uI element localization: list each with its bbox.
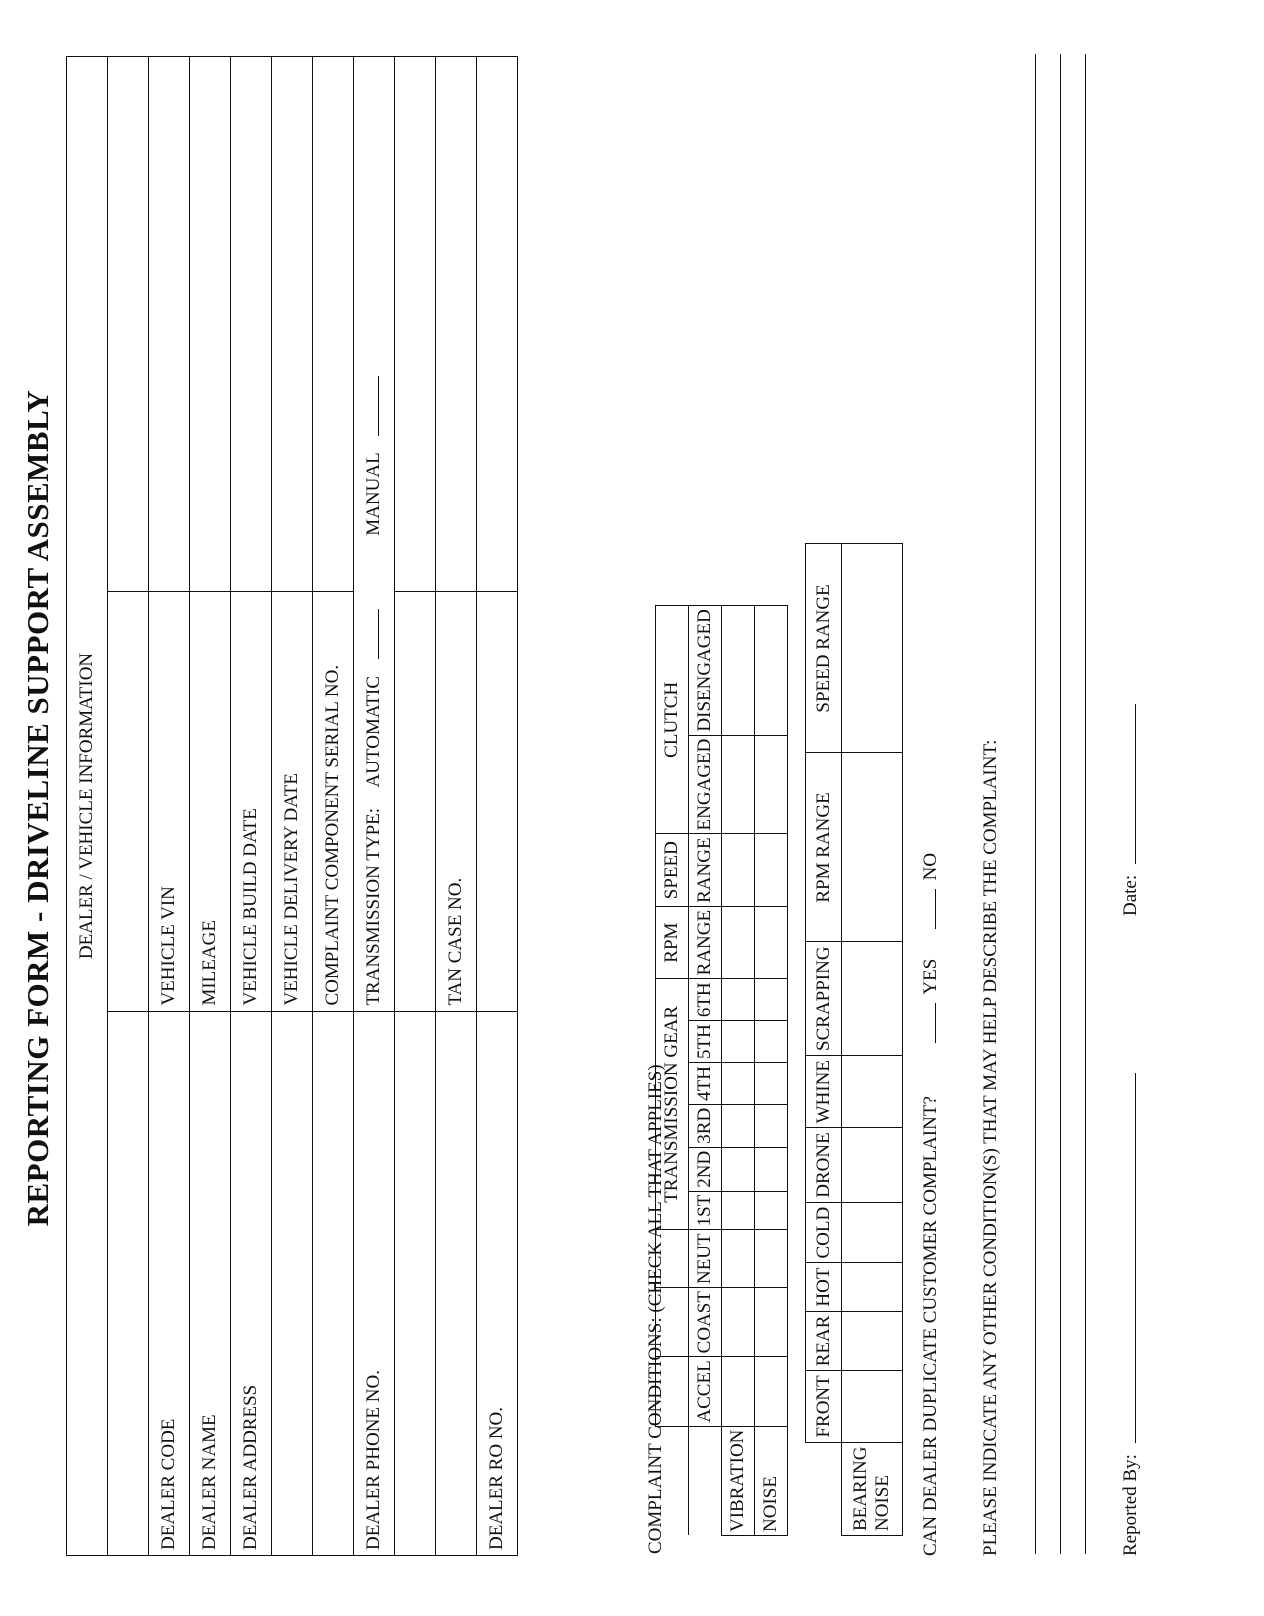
manual-label: MANUAL [363,453,384,536]
dealer-ro-label: DEALER RO NO. [477,1011,518,1555]
checkbox-cell[interactable] [722,1063,755,1105]
group-rpm: RPM [656,906,689,978]
reported-by-line[interactable] [1135,1073,1136,1443]
checkbox-cell[interactable] [842,1056,903,1128]
build-date-label: VEHICLE BUILD DATE [231,591,272,1011]
condition-table [655,605,788,1536]
empty-cell [108,1011,149,1555]
delivery-date-label: VEHICLE DELIVERY DATE [272,591,313,1011]
checkbox-cell[interactable] [722,1147,755,1191]
dealer-address-label: DEALER ADDRESS [231,1011,272,1555]
column-header: 4TH [689,1063,722,1105]
column-header: 2ND [689,1147,722,1191]
corner-cell [689,1426,722,1535]
checkbox-cell[interactable] [842,1371,903,1442]
column-header: COAST [689,1288,722,1357]
checkbox-cell[interactable] [722,1357,755,1426]
checkbox-cell[interactable] [755,834,788,906]
vehicle-vin-label: VEHICLE VIN [149,591,190,1011]
empty-cell [477,591,518,1011]
group-transmission-gear: TRANSMISSION GEAR [656,979,689,1230]
corner-cell [806,1442,842,1535]
mileage-label: MILEAGE [190,591,231,1011]
build-date-field[interactable] [231,57,272,592]
checkbox-cell[interactable] [755,979,788,1021]
checkbox-cell[interactable] [755,606,788,735]
dealer-phone-field[interactable] [395,1011,436,1555]
checkbox-cell[interactable] [755,1147,788,1191]
checkbox-cell[interactable] [722,735,755,834]
complaint-conditions-label: COMPLAINT CONDITIONS: (CHECK ALL THAT APPLIES) [645,1064,666,1554]
row-label-vibration: VIBRATION [722,1426,755,1535]
column-header: REAR [806,1311,842,1371]
bearing-table [805,543,903,1536]
checkbox-cell[interactable] [722,1021,755,1063]
empty-cell [108,57,149,592]
checkbox-cell[interactable] [755,1230,788,1288]
column-header: ENGAGED [689,735,722,834]
column-header: FRONT [806,1371,842,1442]
checkbox-cell[interactable] [722,606,755,735]
component-serial-field[interactable] [313,57,354,592]
column-header: HOT [806,1263,842,1311]
column-header: RANGE [689,834,722,906]
tan-case-field[interactable] [436,57,477,592]
checkbox-cell[interactable] [755,1288,788,1357]
answer-line[interactable] [1060,54,1061,1554]
delivery-date-field[interactable] [272,57,313,592]
checkbox-cell[interactable] [755,1063,788,1105]
checkbox-cell[interactable] [722,1288,755,1357]
dealer-vehicle-header: DEALER / VEHICLE INFORMATION [67,57,108,1556]
vehicle-vin-field[interactable] [149,57,190,592]
checkbox-cell[interactable] [755,1104,788,1147]
row-label-bearing-noise [842,1442,903,1535]
checkbox-cell[interactable] [722,1191,755,1230]
date-row [1120,704,1142,916]
reported-by-row [1120,1073,1142,1556]
column-header: RPM RANGE [806,753,842,942]
mileage-field[interactable] [190,57,231,592]
transmission-type-label: TRANSMISSION TYPE: [363,807,384,1006]
duplicate-question: CAN DEALER DUPLICATE CUSTOMER COMPLAINT? [920,1096,941,1556]
column-header: NEUT [689,1230,722,1288]
automatic-label: AUTOMATIC [363,675,384,788]
column-header: WHINE [806,1056,842,1128]
yes-label: YES [920,958,941,995]
group-blank-cell [656,1230,689,1288]
dealer-name-label: DEALER NAME [190,1011,231,1555]
answer-line[interactable] [1035,54,1036,1554]
manual-blank[interactable] [378,376,379,436]
bearing-label: BEARING [850,1446,871,1531]
checkbox-cell[interactable] [842,1202,903,1263]
checkbox-cell[interactable] [842,753,903,942]
checkbox-cell[interactable] [755,735,788,834]
no-label: NO [920,852,941,881]
checkbox-cell[interactable] [722,1104,755,1147]
date-line[interactable] [1135,704,1136,864]
automatic-blank[interactable] [378,609,379,659]
checkbox-cell[interactable] [755,1357,788,1426]
checkbox-cell[interactable] [842,1128,903,1202]
tan-case-label: TAN CASE NO. [436,591,477,1011]
checkbox-cell[interactable] [755,906,788,978]
checkbox-cell[interactable] [842,544,903,753]
column-header: DISENGAGED [689,606,722,735]
yes-blank[interactable] [935,1003,936,1043]
column-header: COLD [806,1202,842,1263]
empty-cell [477,57,518,592]
reported-by-label: Reported By: [1120,1454,1141,1556]
dealer-phone-label: DEALER PHONE NO. [354,1011,395,1555]
dealer-address-field[interactable] [272,1011,313,1555]
empty-cell [395,57,436,592]
corner-cell [656,1426,689,1535]
row-label-noise: NOISE [755,1426,788,1535]
checkbox-cell[interactable] [842,1263,903,1311]
empty-cell [395,591,436,1011]
date-label: Date: [1120,874,1141,916]
column-header: SPEED RANGE [806,544,842,753]
checkbox-cell[interactable] [842,942,903,1056]
empty-cell [436,1011,477,1555]
dealer-address-field[interactable] [313,1011,354,1555]
checkbox-cell[interactable] [722,979,755,1021]
group-speed: SPEED [656,834,689,906]
checkbox-cell[interactable] [755,1191,788,1230]
checkbox-cell[interactable] [722,1230,755,1288]
answer-line[interactable] [1085,54,1086,1554]
checkbox-cell[interactable] [842,1311,903,1371]
column-header: ACCEL [689,1357,722,1426]
checkbox-cell[interactable] [722,834,755,906]
column-header: 3RD [689,1104,722,1147]
checkbox-cell[interactable] [722,906,755,978]
dealer-code-label: DEALER CODE [149,1011,190,1555]
other-conditions-prompt: PLEASE INDICATE ANY OTHER CONDITION(S) THAT MAY HELP DESCRIBE THE COMPLAINT: [980,739,1001,1556]
group-clutch: CLUTCH [656,606,689,834]
form-title: REPORTING FORM - DRIVELINE SUPPORT ASSEMBLY [20,389,55,1227]
checkbox-cell[interactable] [755,1021,788,1063]
component-serial-label: COMPLAINT COMPONENT SERIAL NO. [313,591,354,1011]
column-header: 5TH [689,1021,722,1063]
group-blank-cell [656,1288,689,1357]
column-header: 1ST [689,1191,722,1230]
column-header: DRONE [806,1128,842,1202]
dealer-vehicle-table [66,56,518,1556]
column-header: RANGE [689,906,722,978]
transmission-type-row [354,57,395,1012]
column-header: 6TH [689,979,722,1021]
empty-cell [108,591,149,1011]
group-blank-cell [656,1357,689,1426]
column-header: SCRAPPING [806,942,842,1056]
duplicate-question-row [920,853,942,1556]
no-blank[interactable] [935,889,936,929]
noise-label: NOISE [872,1475,893,1531]
